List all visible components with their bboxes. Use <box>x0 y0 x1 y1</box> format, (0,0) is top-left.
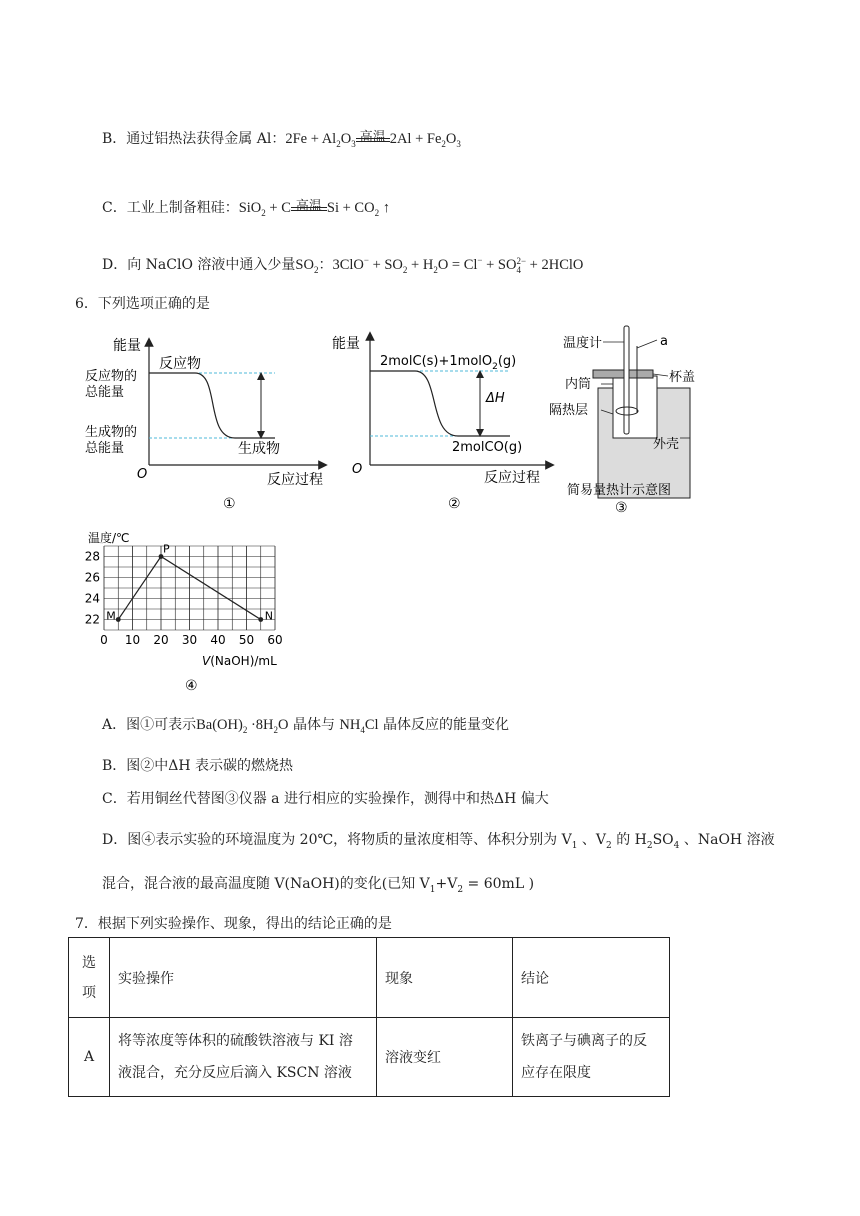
fig3-thermometer <box>624 326 629 434</box>
eq-sub: 2 <box>242 724 248 735</box>
y-tick-label: 24 <box>84 591 100 606</box>
eq-sub: 2 <box>313 264 319 275</box>
eq-part: + SO <box>482 257 517 273</box>
eq-sub: 2 <box>433 264 438 275</box>
q6d2-t1: 混合，混合液的最高温度随 V(NaOH)的变化(已知 V <box>102 876 430 892</box>
fig1-reactant-label: 反应物 <box>159 356 201 372</box>
x-tick-label: 20 <box>153 633 169 647</box>
fig3-lid-label: 杯盖 <box>669 370 696 385</box>
fig3-inner-cup <box>613 376 657 438</box>
x-tick-label: 50 <box>238 633 255 647</box>
fig3-title: 简易量热计示意图 <box>567 483 672 498</box>
eq-part: Ba(OH) <box>196 717 243 733</box>
eq-sub: 2 <box>261 207 266 218</box>
fig2-dh: ΔH <box>486 391 505 406</box>
fig4-xlabel <box>202 654 277 668</box>
fig1-ylabel: 能量 <box>113 338 141 354</box>
fig1-curve <box>149 373 275 438</box>
y-tick-label: 22 <box>84 612 100 627</box>
q6-option-d-line1 <box>102 829 775 851</box>
fig3-a-label: a <box>660 334 668 349</box>
eq-sub: 4 <box>673 840 680 851</box>
fig2-bottom-label: 2molCO(g) <box>452 440 523 455</box>
eq-part: NH <box>339 717 361 733</box>
fig1-product-total-1: 生成物的 <box>85 425 138 440</box>
header-option <box>69 938 110 1018</box>
row-a-op2: 液混合，充分反应后滴入 KSCN 溶液 <box>118 1065 352 1081</box>
header-operation: 实验操作 <box>110 938 377 1018</box>
row-a-phenomenon: 溶液变红 <box>377 1018 513 1097</box>
figure-2 <box>330 328 560 513</box>
fig2-top-sub: 2 <box>492 362 498 372</box>
eq-sub: 2 <box>441 138 446 149</box>
row-a-option: A <box>69 1018 110 1097</box>
row-a-conclusion <box>513 1018 670 1097</box>
eq-part: O = Cl <box>437 257 478 273</box>
eq-sup: − <box>363 255 369 266</box>
q6d-t1: D．图④表示实验的环境温度为 20℃，将物质的量浓度相等、体积分别为 V <box>102 832 572 848</box>
fig4-caption: ④ <box>185 678 198 694</box>
q6a-text2: 晶体与 <box>288 717 340 733</box>
fig1-origin: O <box>137 467 148 482</box>
eq-part: + SO <box>368 257 403 273</box>
fig2-caption: ② <box>448 496 461 512</box>
point-label: M <box>106 609 116 623</box>
eq-part: + H <box>407 257 434 273</box>
q6a-text1: A．图①可表示 <box>102 717 197 733</box>
eq-sub: 2 <box>336 138 341 149</box>
table-row <box>69 1018 670 1097</box>
eq-sub: 3 <box>351 138 356 149</box>
eq-part: Cl <box>364 717 379 733</box>
header-opt2: 项 <box>82 984 96 1001</box>
fig4-xlabel-rest: (NaOH)/mL <box>210 654 277 668</box>
eq-sup: 2− <box>516 255 527 266</box>
eq-sub: 2 <box>646 840 653 851</box>
option-d-label: D．向 NaClO 溶液中通入少量 <box>102 257 296 273</box>
eq-sub: 4 <box>360 724 365 735</box>
eq-part: ↑ <box>379 200 390 216</box>
data-point <box>116 617 121 622</box>
condition-label: 高温 <box>359 129 386 144</box>
eq-sup: − <box>477 255 483 266</box>
x-tick-label: 60 <box>267 633 283 647</box>
fig4-grid <box>104 546 275 630</box>
fig1-product-total-2: 总能量 <box>85 441 125 456</box>
q6-option-b: B．图②中ΔH 表示碳的燃烧热 <box>102 758 294 774</box>
q6d-t5: 、NaOH 溶液 <box>679 832 775 848</box>
fig1-product-label: 生成物 <box>238 441 280 457</box>
row-a-operation <box>110 1018 377 1097</box>
question-7-stem: 7．根据下列实验操作、现象，得出的结论正确的是 <box>75 916 392 932</box>
condition-label: 高温 <box>295 198 322 213</box>
question-6-stem: 6．下列选项正确的是 <box>75 296 210 312</box>
q6-option-a <box>102 714 509 735</box>
eq-part: O <box>278 717 289 733</box>
fig4-xlabel-v: V <box>202 654 211 668</box>
eq-sub: 1 <box>429 884 436 895</box>
eq-sub: 2 <box>606 840 612 851</box>
colon: ： <box>318 257 333 273</box>
fig2-top-text: 2molC(s)+1molO <box>380 354 493 369</box>
q6d-t4: SO <box>652 832 674 848</box>
figure-4-chart <box>82 528 297 696</box>
fig2-ylabel: 能量 <box>332 336 360 352</box>
eq-part: O <box>340 131 352 147</box>
figure-1 <box>75 328 335 513</box>
point-label: P <box>163 542 170 556</box>
option-b-label: B．通过铝热法获得金属 Al： <box>102 131 286 147</box>
fig2-top-label <box>380 354 516 372</box>
header-opt1: 选 <box>82 954 96 971</box>
eq-sub: 2 <box>374 207 380 218</box>
eq-sub: 4 <box>516 264 521 275</box>
q6d-t2: 、V <box>577 832 607 848</box>
x-tick-label: 40 <box>210 633 226 647</box>
eq-sub: 2 <box>402 264 408 275</box>
table-header-row <box>69 938 670 1018</box>
fig2-xlabel: 反应过程 <box>484 470 540 486</box>
eq-part: 2Al + Fe <box>389 131 442 147</box>
row-a-con1: 铁离子与碘离子的反 <box>521 1033 647 1049</box>
fig1-caption: ① <box>223 496 236 512</box>
data-point <box>258 617 263 622</box>
fig3-caption: ③ <box>615 500 628 516</box>
option-c-label: C．工业上制备粗硅： <box>102 200 239 216</box>
eq-part: ·8H <box>247 717 274 733</box>
eq-part: + 2HClO <box>526 257 584 273</box>
fig1-xlabel: 反应过程 <box>267 472 323 488</box>
fig3-lid <box>593 370 653 378</box>
fig2-top-end: (g) <box>497 354 517 369</box>
q6-option-c: C．若用铜丝代替图③仪器 a 进行相应的实验操作，测得中和热ΔH 偏大 <box>102 791 549 807</box>
q6a-text3: 晶体反应的能量变化 <box>378 717 510 733</box>
eq-sub: 2 <box>457 884 464 895</box>
eq-part: 3ClO <box>332 257 364 273</box>
q6d2-t3: = 60mL ) <box>463 876 535 892</box>
y-tick-label: 28 <box>84 549 100 564</box>
option-b <box>102 128 461 149</box>
header-phenomenon: 现象 <box>377 938 513 1018</box>
figure-3 <box>545 318 710 518</box>
eq-sub: 2 <box>273 724 279 735</box>
eq-part: SO <box>295 257 314 273</box>
eq-part: Si + CO <box>326 200 375 216</box>
y-tick-label: 26 <box>84 570 100 585</box>
fig3-thermometer-label: 温度计 <box>563 336 603 351</box>
q6d2-t2: +V <box>435 876 458 892</box>
eq-sub: 1 <box>571 840 578 851</box>
eq-part: 2Fe + Al <box>285 131 337 147</box>
q7-table <box>68 937 670 1097</box>
option-c <box>102 197 390 218</box>
fig1-reactant-total-1: 反应物的 <box>85 369 138 384</box>
option-d <box>102 254 583 275</box>
fig3-insulation-label: 隔热层 <box>549 403 589 418</box>
q6-option-d-line2 <box>102 873 534 895</box>
fig2-origin: O <box>352 462 363 477</box>
fig3-inner-label: 内筒 <box>565 377 592 392</box>
eq-sub: 3 <box>456 138 461 149</box>
x-tick-label: 30 <box>181 633 198 647</box>
eq-part: SiO <box>238 200 262 216</box>
row-a-con2: 应存在限度 <box>521 1065 591 1081</box>
point-label: N <box>264 609 273 623</box>
q6d-t3: 的 H <box>611 832 647 848</box>
fig4-ylabel: 温度/℃ <box>88 531 130 545</box>
eq-part: O <box>445 131 457 147</box>
row-a-op1: 将等浓度等体积的硫酸铁溶液与 KI 溶 <box>118 1033 353 1049</box>
header-conclusion: 结论 <box>513 938 670 1018</box>
fig3-shell-label: 外壳 <box>653 437 680 452</box>
eq-part: + C <box>265 200 291 216</box>
fig1-reactant-total-2: 总能量 <box>85 385 125 400</box>
x-tick-label: 10 <box>124 633 141 647</box>
x-tick-label: 0 <box>100 633 108 647</box>
